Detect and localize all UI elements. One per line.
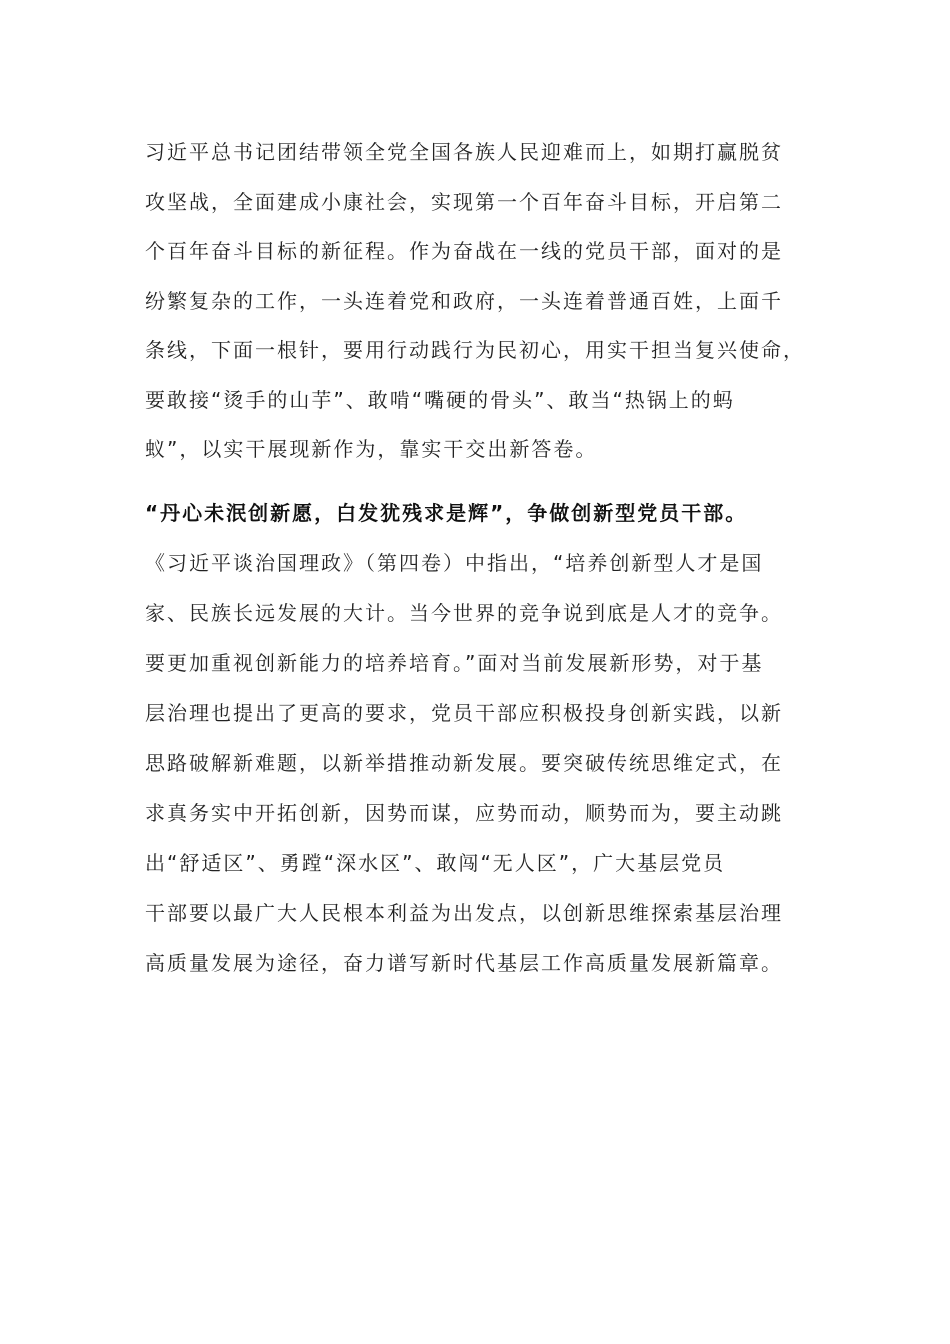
paragraph-1-line: 蚁”，以实干展现新作为，靠实干交出新答卷。	[145, 437, 598, 461]
paragraph-2-line: 思路破解新难题，以新举措推动新发展。要突破传统思维定式，在	[145, 751, 783, 775]
paragraph-2-line: 出“舒适区”、勇蹚“深水区”、敢闯“无人区”，广大基层党员	[145, 851, 726, 875]
paragraph-2-line: 家、民族长远发展的大计。当今世界的竞争说到底是人才的竞争。	[145, 601, 783, 625]
paragraph-2-line: 干部要以最广大人民根本利益为出发点，以创新思维探索基层治理	[145, 901, 783, 925]
paragraph-2-line: 求真务实中开拓创新，因势而谋，应势而动，顺势而为，要主动跳	[145, 801, 783, 825]
paragraph-1-line: 习近平总书记团结带领全党全国各族人民迎难而上，如期打赢脱贫	[145, 140, 783, 164]
paragraph-1-line: 条线，下面一根针，要用行动践行为民初心，用实干担当复兴使命，	[145, 338, 805, 362]
paragraph-1-line: 个百年奋斗目标的新征程。作为奋战在一线的党员干部，面对的是	[145, 239, 783, 263]
paragraph-2-line: 要更加重视创新能力的培养培育。”面对当前发展新形势，对于基	[145, 651, 764, 675]
paragraph-2-line: 高质量发展为途径，奋力谱写新时代基层工作高质量发展新篇章。	[145, 951, 783, 975]
paragraph-2-line: 层治理也提出了更高的要求，党员干部应积极投身创新实践，以新	[145, 701, 783, 725]
paragraph-1-line: 攻坚战，全面建成小康社会，实现第一个百年奋斗目标，开启第二	[145, 190, 783, 214]
paragraph-1-line: 要敢接“烫手的山芋”、敢啃“嘴硬的骨头”、敢当“热锅上的蚂	[145, 388, 735, 412]
section-heading: “丹心未泯创新愿，白发犹残求是辉”，争做创新型党员干部。	[145, 501, 748, 525]
paragraph-2-line: 《习近平谈治国理政》（第四卷）中指出，“培养创新型人才是国	[145, 551, 764, 575]
paragraph-1-line: 纷繁复杂的工作，一头连着党和政府，一头连着普通百姓，上面千	[145, 289, 783, 313]
